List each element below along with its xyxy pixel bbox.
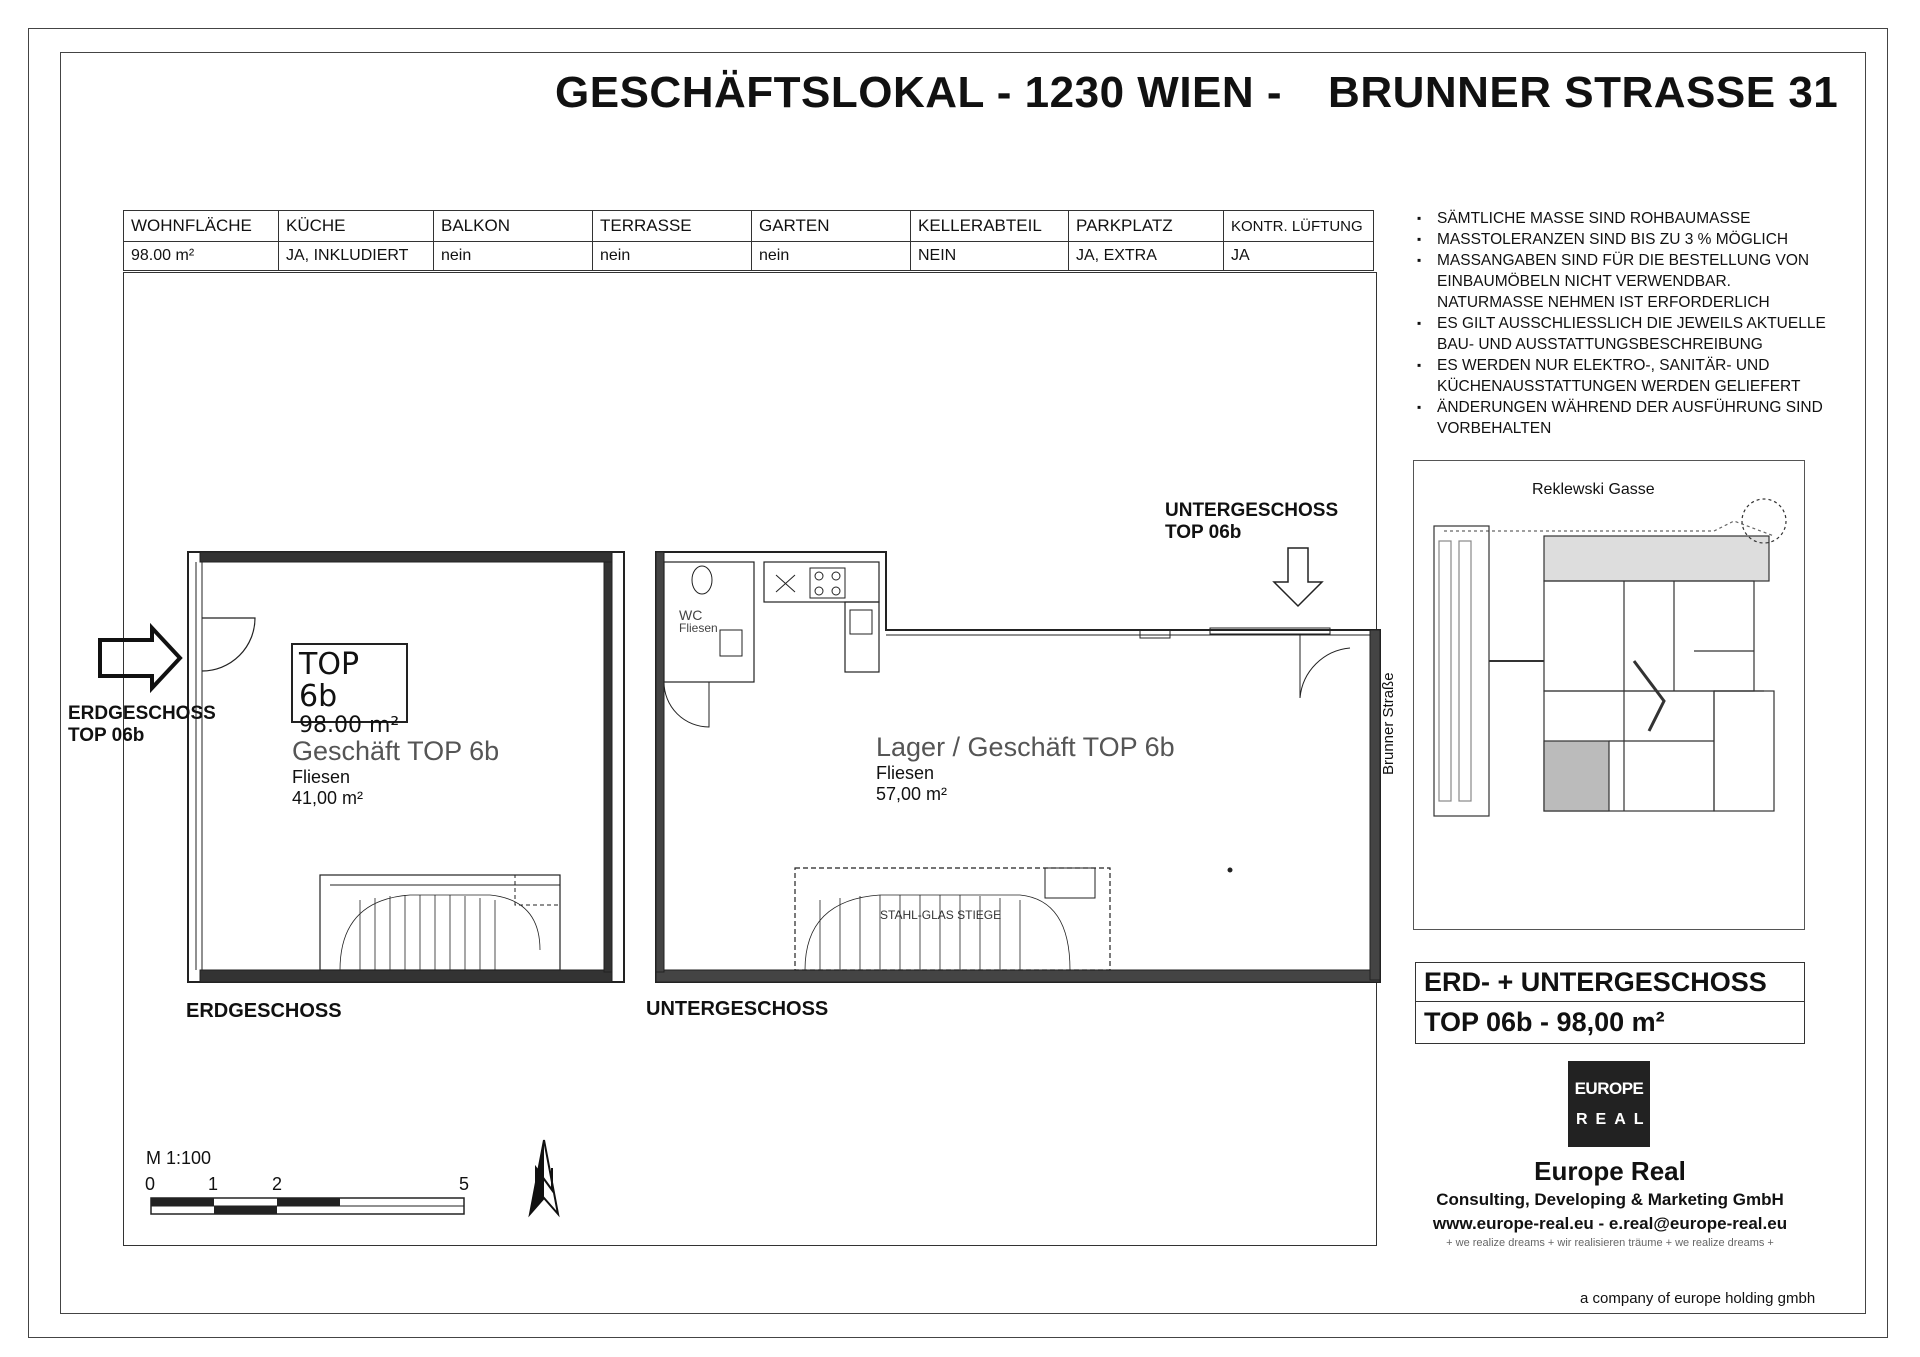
attribute-table bbox=[123, 210, 1374, 271]
company-name: Europe Real bbox=[1534, 1156, 1686, 1186]
basement-room-name: Lager / Geschäft TOP 6b bbox=[876, 732, 1175, 762]
basement-room-label bbox=[876, 732, 1175, 805]
entrance-label bbox=[68, 703, 216, 747]
summary-area: TOP 06b - 98,00 m² bbox=[1424, 1007, 1665, 1037]
attribute-value-row bbox=[124, 242, 1374, 271]
wc-name: WC bbox=[679, 607, 703, 623]
unit-tag-name: TOP 6b bbox=[299, 647, 360, 714]
notes-list bbox=[1415, 208, 1835, 439]
logo-top-text: EUROPE bbox=[1574, 1079, 1644, 1098]
attribute-header-row bbox=[124, 211, 1374, 242]
header-cell: KELLERABTEIL bbox=[911, 211, 1069, 242]
basement-room-area: 57,00 m² bbox=[876, 784, 948, 804]
value-cell: NEIN bbox=[911, 242, 1069, 271]
value-cell: JA bbox=[1224, 242, 1374, 271]
header-cell: BALKON bbox=[434, 211, 593, 242]
header-cell: TERRASSE bbox=[593, 211, 752, 242]
basement-room-floor: Fliesen bbox=[876, 763, 935, 783]
stair-label: STAHL-GLAS STIEGE bbox=[880, 908, 1002, 922]
value-cell: nein bbox=[434, 242, 593, 271]
ground-room-label bbox=[292, 736, 499, 809]
logo-bottom-text: REAL bbox=[1576, 1111, 1652, 1128]
title-street: BRUNNER STRASSE 31 bbox=[1328, 68, 1839, 117]
value-cell: nein bbox=[593, 242, 752, 271]
unit-tag bbox=[291, 643, 408, 738]
summary-floors: ERD- + UNTERGESCHOSS bbox=[1416, 963, 1804, 1002]
summary-box bbox=[1415, 962, 1805, 1044]
wc-label bbox=[679, 609, 718, 635]
site-plan bbox=[1413, 460, 1805, 930]
note-item: ▪ MASSTOLERANZEN SIND BIS ZU 3 % MÖGLICH bbox=[1415, 229, 1835, 250]
down-arrow-label-line1: UNTERGESCHOSS bbox=[1165, 500, 1339, 521]
note-item: ▪ ÄNDERUNGEN WÄHREND DER AUSFÜHRUNG SIND VORBEHALTEN bbox=[1415, 397, 1835, 439]
street-label: Brunner Straße bbox=[1380, 672, 1397, 775]
header-cell: GARTEN bbox=[752, 211, 911, 242]
ground-room-name: Geschäft TOP 6b bbox=[292, 736, 500, 766]
scale-tick-0: 0 bbox=[145, 1174, 156, 1194]
value-cell: 98.00 m² bbox=[124, 242, 279, 271]
down-arrow-label-line2: TOP 06b bbox=[1165, 522, 1242, 543]
entrance-label-line1: ERDGESCHOSS bbox=[68, 703, 216, 724]
site-street-label: Reklewski Gasse bbox=[1532, 481, 1655, 498]
note-item: ▪ SÄMTLICHE MASSE SIND ROHBAUMASSE bbox=[1415, 208, 1835, 229]
header-cell: WOHNFLÄCHE bbox=[124, 211, 279, 242]
title-address: GESCHÄFTSLOKAL - 1230 WIEN - bbox=[555, 68, 1283, 117]
note-item: ▪ ES WERDEN NUR ELEKTRO-, SANITÄR- UND KÜCHENAUSSTATTUNGEN WERDEN GELIEFERT bbox=[1415, 355, 1835, 397]
ground-room-area: 41,00 m² bbox=[292, 788, 364, 808]
header-cell: KONTR. LÜFTUNG bbox=[1224, 211, 1374, 242]
down-arrow-label bbox=[1165, 500, 1338, 544]
page-title bbox=[555, 68, 1838, 118]
north-arrow-icon bbox=[524, 1138, 564, 1218]
value-cell: JA, EXTRA bbox=[1069, 242, 1224, 271]
ground-room-floor: Fliesen bbox=[292, 767, 351, 787]
scale-tick-2: 2 bbox=[272, 1174, 283, 1194]
company-slogan: + we realize dreams + wir realisieren träume + we realize dreams + bbox=[1446, 1237, 1774, 1249]
header-cell: KÜCHE bbox=[279, 211, 434, 242]
note-item: ▪ ES GILT AUSSCHLIESSLICH DIE JEWEILS AKTUELLE BAU- UND AUSSTATTUNGSBESCHREIBUNG bbox=[1415, 313, 1835, 355]
value-cell: JA, INKLUDIERT bbox=[279, 242, 434, 271]
company-subtitle: Consulting, Developing & Marketing GmbH bbox=[1436, 1190, 1784, 1209]
company-contact: www.europe-real.eu - e.real@europe-real.eu bbox=[1432, 1214, 1788, 1233]
company-logo bbox=[1568, 1061, 1650, 1147]
site-plan-drawing bbox=[1414, 461, 1804, 929]
entrance-label-line2: TOP 06b bbox=[68, 725, 145, 746]
scale-label: M 1:100 bbox=[146, 1148, 212, 1168]
value-cell: nein bbox=[752, 242, 911, 271]
scale-tick-5: 5 bbox=[459, 1174, 470, 1194]
company-footer: a company of europe holding gmbh bbox=[1580, 1290, 1816, 1307]
unit-tag-area: 98.00 m² bbox=[299, 713, 400, 738]
header-cell: PARKPLATZ bbox=[1069, 211, 1224, 242]
wc-floor: Fliesen bbox=[679, 621, 718, 635]
scale-tick-1: 1 bbox=[208, 1174, 219, 1194]
ground-caption: ERDGESCHOSS bbox=[186, 1000, 342, 1022]
basement-caption: UNTERGESCHOSS bbox=[646, 998, 829, 1020]
note-item: ▪ MASSANGABEN SIND FÜR DIE BESTELLUNG VON EINBAUMÖBELN NICHT VERWENDBAR. NATURMASSE NEHMEN IST ERFORDERLICH bbox=[1415, 250, 1835, 313]
scale-bar bbox=[150, 1196, 470, 1218]
